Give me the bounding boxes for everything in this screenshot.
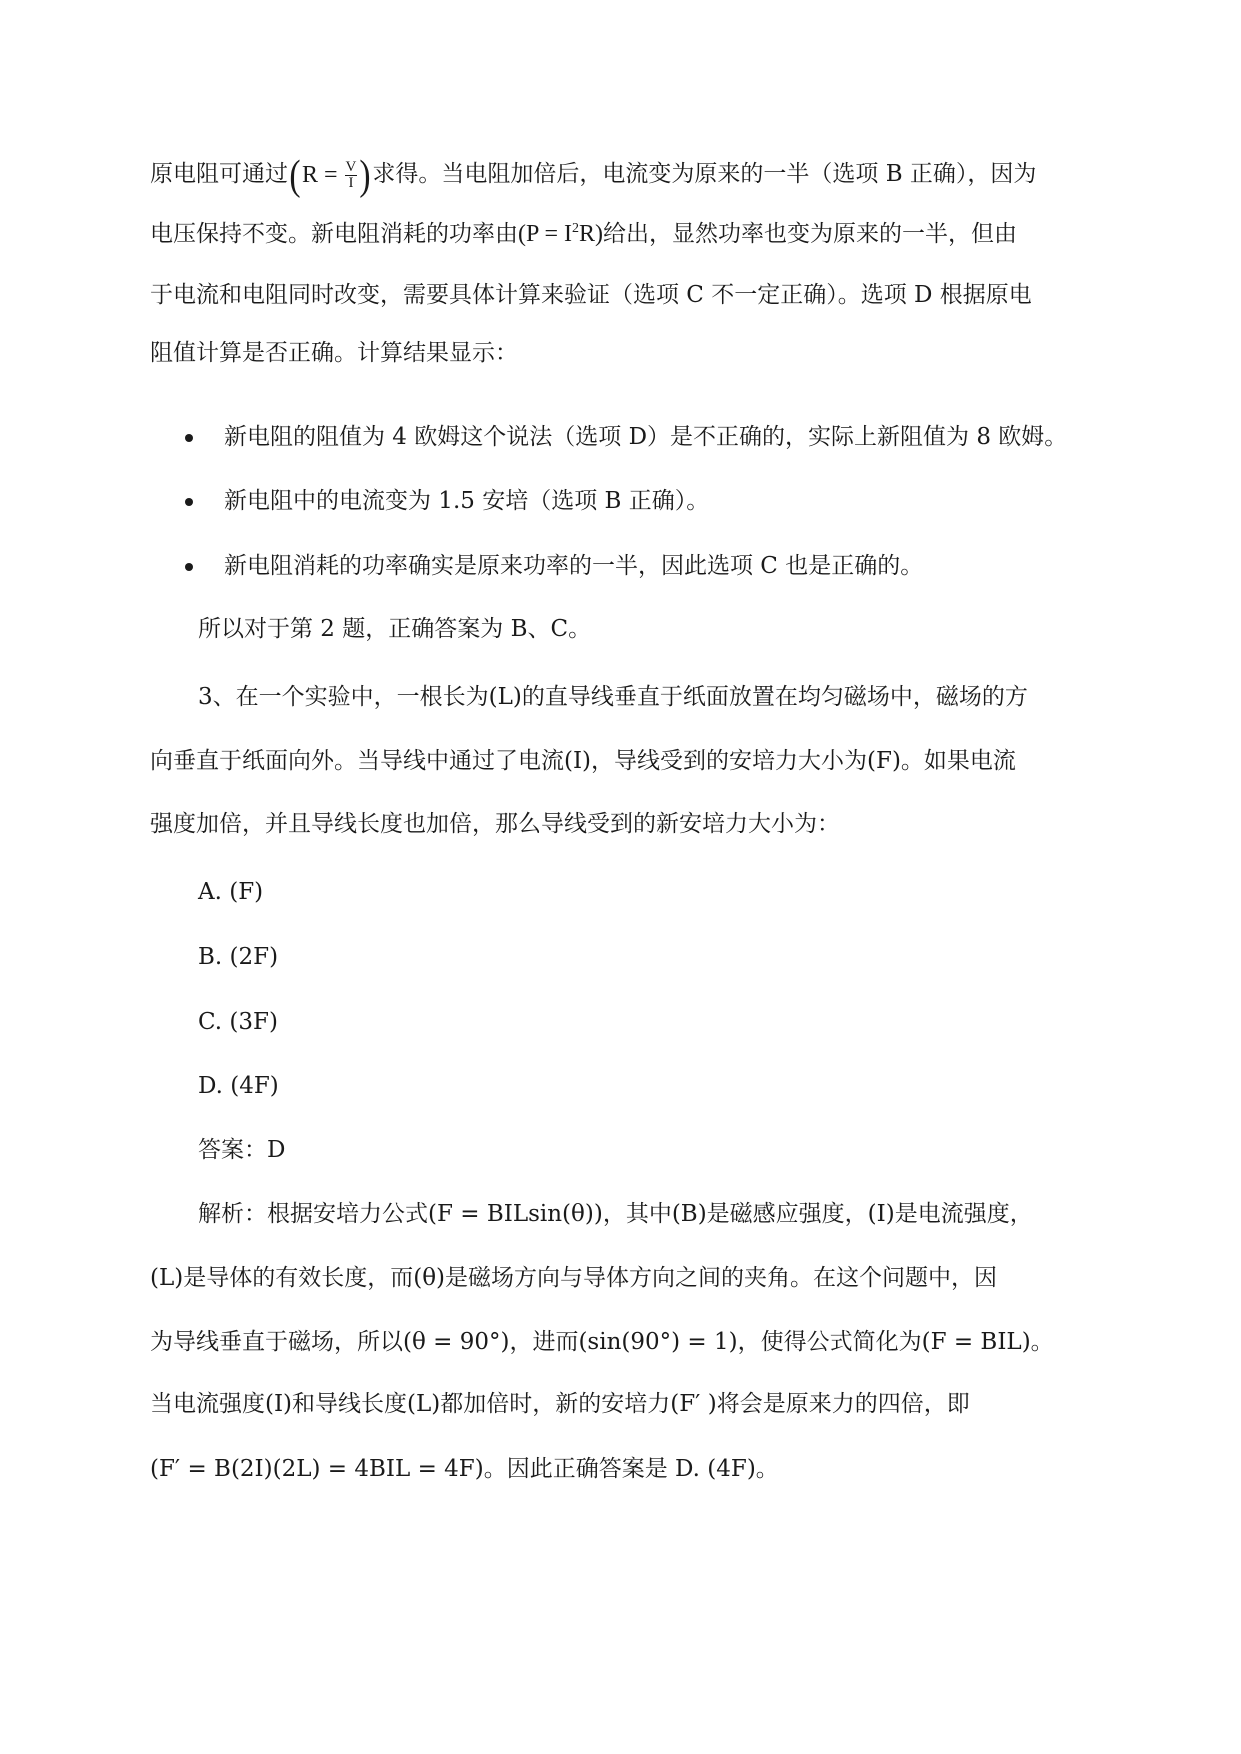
fraction xyxy=(345,160,358,191)
list-item-text: 新电阻的阻值为 4 欧姆这个说法（选项 D）是不正确的，实际上新阻值为 8 欧姆。 xyxy=(224,424,1068,450)
question-3-line-2: 向垂直于纸面向外。当导线中通过了电流(I)，导线受到的安培力大小为(F)。如果电流 xyxy=(150,748,1016,774)
analysis-line-5: (F′ = B(2I)(2L) = 4BIL = 4F)。因此正确答案是 D. (4F)。 xyxy=(150,1456,779,1482)
paragraph-1-line-2 xyxy=(150,218,1110,250)
bullet-icon xyxy=(185,434,193,442)
option-b: B. (2F) xyxy=(198,944,279,970)
paragraph-1-line-4: 阻值计算是否正确。计算结果显示： xyxy=(150,340,518,366)
question-3-line-3: 强度加倍，并且导线长度也加倍，那么导线受到的新安培力大小为： xyxy=(150,811,840,837)
fraction-denominator: I xyxy=(348,175,354,191)
bullet-icon xyxy=(185,563,193,571)
option-a: A. (F) xyxy=(198,879,264,905)
text: 给出，显然功率也变为原来的一半，但由 xyxy=(602,221,1017,247)
fraction-numerator: V xyxy=(345,159,357,175)
bullet-icon xyxy=(185,498,193,506)
list-item-text: 新电阻中的电流变为 1.5 安培（选项 B 正确）。 xyxy=(224,488,710,514)
power-formula: $(P = I^2R)$ xyxy=(518,221,603,247)
question-3-line-1: 3、在一个实验中，一根长为(L)的直导线垂直于纸面放置在均匀磁场中，磁场的方 xyxy=(198,684,1028,710)
analysis-line-1: 解析：根据安培力公式(F = BILsin(θ))，其中(B)是磁感应强度，(I)是电流强度， xyxy=(198,1201,1033,1227)
paragraph-1-line-1 xyxy=(150,152,1110,199)
text: 求得。当电阻加倍后，电流变为原来的一半（选项 B 正确），因为 xyxy=(372,161,1037,187)
superscript: 2 xyxy=(571,221,579,236)
paragraph-1-line-3: 于电流和电阻同时改变，需要具体计算来验证（选项 C 不一定正确）。选项 D 根据原电 xyxy=(150,282,1032,308)
analysis-line-3: 为导线垂直于磁场，所以(θ = 90°)，进而(sin(90°) = 1)，使得公式简化为(F = BIL)。 xyxy=(150,1329,1054,1355)
option-c: C. (3F) xyxy=(198,1009,278,1035)
text: 电压保持不变。新电阻消耗的功率由 xyxy=(150,221,518,247)
option-d: D. (4F) xyxy=(198,1073,279,1099)
answer-2: 所以对于第 2 题，正确答案为 B、C。 xyxy=(198,616,592,642)
text: 原电阻可通过 xyxy=(150,161,288,187)
answer-3: 答案：D xyxy=(198,1137,286,1163)
math-text: R = xyxy=(302,161,344,188)
analysis-line-4: 当电流强度(I)和导线长度(L)都加倍时，新的安培力(F′ )将会是原来力的四倍，即 xyxy=(150,1391,970,1417)
resistance-formula: (R = $\frac{V}{I}$ ) xyxy=(289,152,371,199)
analysis-line-2: (L)是导体的有效长度，而(θ)是磁场方向与导体方向之间的夹角。在这个问题中，因 xyxy=(150,1265,998,1291)
list-item-text: 新电阻消耗的功率确实是原来功率的一半，因此选项 C 也是正确的。 xyxy=(224,553,924,579)
